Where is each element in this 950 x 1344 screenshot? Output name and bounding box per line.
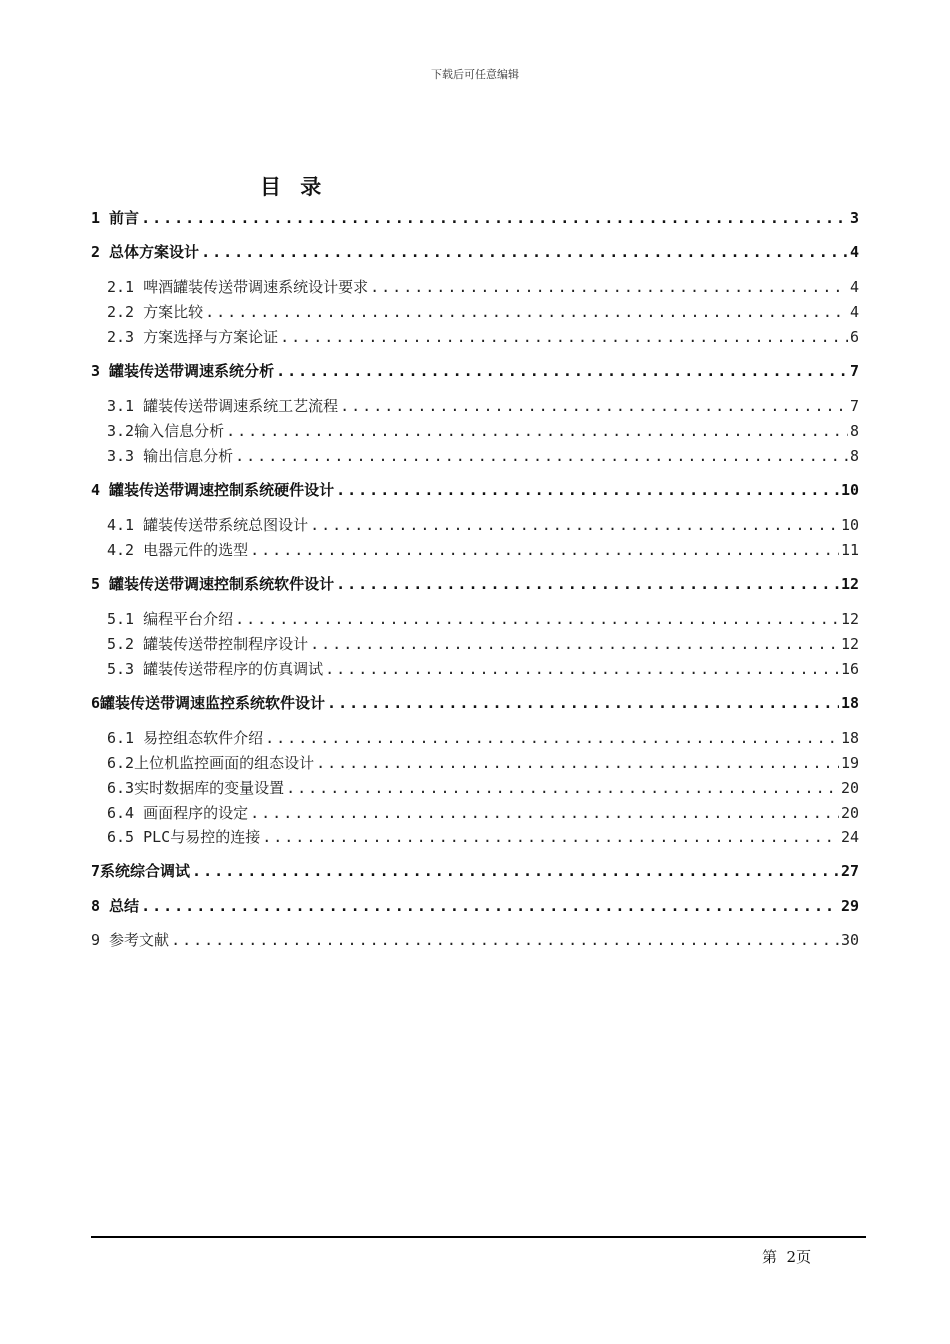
toc-entry[interactable] — [91, 752, 859, 774]
toc-leader-dots — [192, 860, 839, 882]
toc-leader-dots — [201, 241, 848, 263]
toc-entry-page: 16 — [840, 660, 859, 678]
toc-entry[interactable] — [91, 777, 859, 799]
toc-entry[interactable] — [91, 895, 859, 917]
toc-leader-dots — [141, 207, 848, 229]
toc-entry-page: 7 — [849, 397, 859, 415]
toc-title: 目 录 — [260, 175, 328, 199]
toc-leader-dots — [235, 608, 839, 630]
toc-entry-page: 20 — [840, 804, 859, 822]
toc-entry-page: 8 — [849, 447, 859, 465]
toc-leader-dots — [235, 445, 848, 467]
toc-leader-dots — [336, 573, 839, 595]
toc-entry-label: 8 总结 — [91, 897, 140, 915]
toc-entry-label: 3.2输入信息分析 — [107, 422, 225, 440]
toc-entry-label: 3.1 罐装传送带调速系统工艺流程 — [107, 397, 339, 415]
toc-entry[interactable] — [91, 608, 859, 630]
toc-entry-page: 3 — [849, 209, 859, 227]
toc-leader-dots — [265, 727, 839, 749]
toc-entry-label: 1 前言 — [91, 209, 140, 227]
toc-entry-label: 6罐装传送带调速监控系统软件设计 — [91, 694, 326, 712]
toc-entry[interactable] — [91, 692, 859, 714]
toc-entry-page: 29 — [840, 897, 859, 915]
toc-entry[interactable] — [91, 514, 859, 536]
toc-entry-label: 4 罐装传送带调速控制系统硬件设计 — [91, 481, 335, 499]
toc-leader-dots — [250, 539, 839, 561]
toc-entry[interactable] — [91, 360, 859, 382]
toc-leader-dots — [280, 326, 848, 348]
toc-entry-label: 9 参考文献 — [91, 931, 170, 949]
toc-leader-dots — [205, 301, 848, 323]
toc-entry[interactable] — [91, 658, 859, 680]
toc-leader-dots — [286, 777, 839, 799]
toc-entry[interactable] — [91, 241, 859, 263]
toc-entry-label: 4.2 电器元件的选型 — [107, 541, 249, 559]
toc-entry-label: 3 罐装传送带调速系统分析 — [91, 362, 275, 380]
toc-entry-label: 3.3 输出信息分析 — [107, 447, 234, 465]
toc-leader-dots — [340, 395, 848, 417]
toc-entry[interactable] — [91, 479, 859, 501]
toc-entry-page: 18 — [840, 729, 859, 747]
toc-entry-page: 20 — [840, 779, 859, 797]
toc-entry-page: 4 — [849, 278, 859, 296]
toc-entry-page: 8 — [849, 422, 859, 440]
toc-leader-dots — [171, 929, 839, 951]
toc-leader-dots — [336, 479, 839, 501]
toc-leader-dots — [316, 752, 839, 774]
toc-leader-dots — [327, 692, 839, 714]
toc-entry[interactable] — [91, 326, 859, 348]
toc-entry-page: 12 — [840, 610, 859, 628]
toc-entry-page: 12 — [840, 575, 859, 593]
toc-leader-dots — [310, 633, 839, 655]
toc-leader-dots — [310, 514, 839, 536]
toc-entry-label: 6.2上位机监控画面的组态设计 — [107, 754, 315, 772]
toc-entry-page: 10 — [840, 481, 859, 499]
toc-entry[interactable] — [91, 802, 859, 824]
footer-rule — [91, 1236, 866, 1238]
toc-entry-label: 6.1 易控组态软件介绍 — [107, 729, 264, 747]
toc-entry[interactable] — [91, 276, 859, 298]
toc-entry[interactable] — [91, 445, 859, 467]
toc-entry-label: 2.3 方案选择与方案论证 — [107, 328, 279, 346]
toc-entry-label: 6.4 画面程序的设定 — [107, 804, 249, 822]
header-note: 下载后可任意编辑 — [431, 68, 519, 81]
toc-entry-page: 10 — [840, 516, 859, 534]
toc-entry-label: 5 罐装传送带调速控制系统软件设计 — [91, 575, 335, 593]
toc-entry-label: 5.1 编程平台介绍 — [107, 610, 234, 628]
toc-entry-label: 7系统综合调试 — [91, 862, 191, 880]
toc-entry-page: 27 — [840, 862, 859, 880]
toc-entry-page: 4 — [849, 303, 859, 321]
toc-entry-label: 2 总体方案设计 — [91, 243, 200, 261]
toc-entry-page: 6 — [849, 328, 859, 346]
toc-entry[interactable] — [91, 633, 859, 655]
toc-entry-page: 19 — [840, 754, 859, 772]
toc-entry-label: 2.2 方案比较 — [107, 303, 204, 321]
toc-entry-page: 24 — [840, 828, 859, 846]
toc-entry-page: 4 — [849, 243, 859, 261]
toc-entry-page: 12 — [840, 635, 859, 653]
toc-entry-label: 6.5 PLC与易控的连接 — [107, 828, 261, 846]
toc-entry[interactable] — [91, 826, 859, 848]
toc-entry-page: 30 — [840, 931, 859, 949]
toc-leader-dots — [370, 276, 848, 298]
toc-entry-page: 11 — [840, 541, 859, 559]
toc-entry-label: 5.3 罐装传送带程序的仿真调试 — [107, 660, 324, 678]
toc-entry[interactable] — [91, 860, 859, 882]
toc-entry-label: 5.2 罐装传送带控制程序设计 — [107, 635, 309, 653]
toc-entry[interactable] — [91, 301, 859, 323]
toc-entry-label: 6.3实时数据库的变量设置 — [107, 779, 285, 797]
toc-leader-dots — [250, 802, 839, 824]
toc-entry[interactable] — [91, 573, 859, 595]
toc-leader-dots — [226, 420, 848, 442]
toc-entry-page: 7 — [849, 362, 859, 380]
toc-leader-dots — [276, 360, 848, 382]
toc-entry-label: 2.1 啤酒罐装传送带调速系统设计要求 — [107, 278, 369, 296]
toc-entry[interactable] — [91, 395, 859, 417]
toc-entry[interactable] — [91, 727, 859, 749]
toc-leader-dots — [141, 895, 839, 917]
toc-entry-page: 18 — [840, 694, 859, 712]
toc-entry-label: 4.1 罐装传送带系统总图设计 — [107, 516, 309, 534]
toc-entry[interactable] — [91, 207, 859, 229]
toc-entry[interactable] — [91, 539, 859, 561]
footer-page-number: 第 2页 — [762, 1248, 812, 1266]
toc-leader-dots — [262, 826, 839, 848]
toc-entry[interactable] — [91, 420, 859, 442]
toc-entry[interactable] — [91, 929, 859, 951]
toc-leader-dots — [325, 658, 839, 680]
